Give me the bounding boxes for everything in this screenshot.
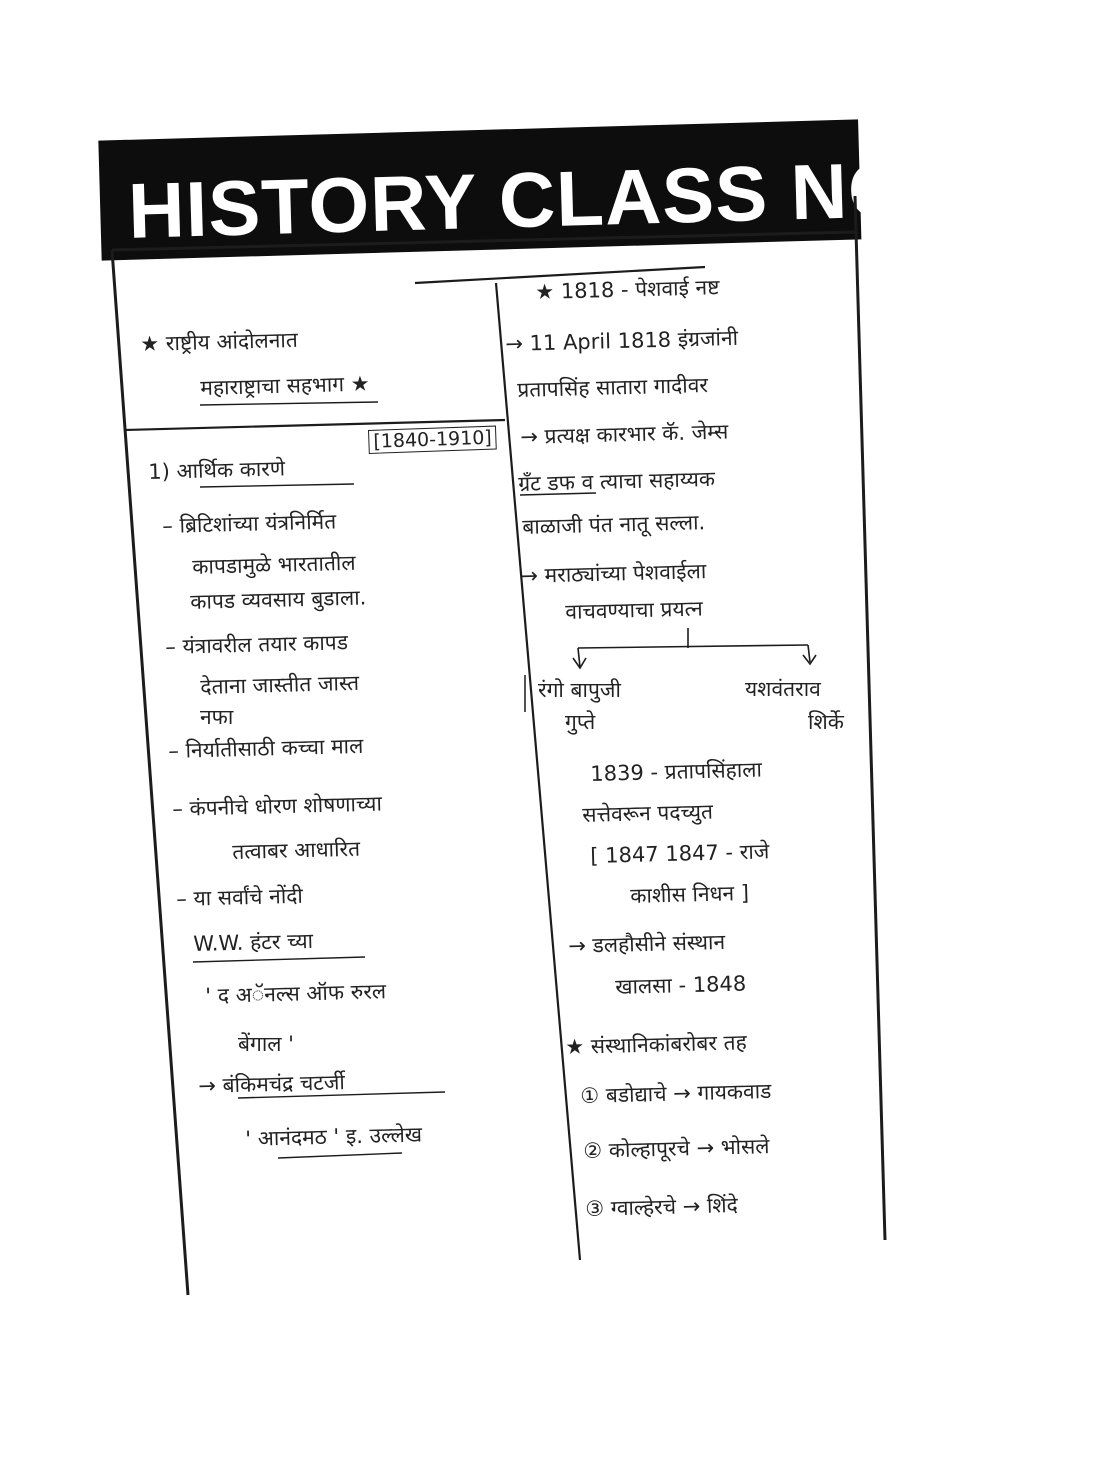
right-line-1: ★ 1818 - पेशवाई नष्ट bbox=[535, 275, 720, 304]
right-line-15: → डलहौसीने संस्थान bbox=[568, 929, 726, 958]
bullet4-line1: – कंपनीचे धोरण शोषणाच्या bbox=[172, 791, 383, 821]
right-name-rango: रंगो बापुजी bbox=[538, 678, 621, 702]
right-line-5: ग्रँट डफ व त्याचा सहाय्यक bbox=[518, 466, 716, 496]
bullet1-line2: कापडामुळे भारतातील bbox=[192, 550, 356, 579]
bullet5-line2: W.W. हंटर च्या bbox=[193, 928, 314, 956]
right-line-8: वाचवण्याचा प्रयत्न bbox=[565, 596, 704, 624]
bullet3-line1: – निर्यातीसाठी कच्चा माल bbox=[168, 733, 364, 763]
right-line-17: ★ संस्थानिकांबरोबर तह bbox=[565, 1030, 747, 1059]
right-line-19: ② कोल्हापूरचे → भोसले bbox=[583, 1134, 770, 1163]
right-line-7: → मराठ्यांच्या पेशवाईला bbox=[520, 559, 707, 588]
right-line-16: खालसा - 1848 bbox=[615, 971, 747, 999]
right-line-18: ① बडोद्याचे → गायकवाड bbox=[580, 1078, 772, 1108]
bullet5-line3: ' द अॅनल्स ऑफ रुरल bbox=[205, 979, 387, 1008]
right-line-6: बाळाजी पंत नातू सल्ला. bbox=[522, 510, 706, 539]
bullet5-line1: – या सर्वांचे नोंदी bbox=[176, 883, 304, 911]
bullet2-line2: देताना जास्तीत जास्त bbox=[200, 670, 360, 699]
bullet2-line3: नफा bbox=[200, 705, 234, 729]
right-line-20: ③ ग्वाल्हेरचे → शिंदे bbox=[585, 1193, 739, 1221]
left-heading-line2: महाराष्ट्राचा सहभाग ★ bbox=[200, 371, 370, 400]
right-line-3: प्रतापसिंह सातारा गादीवर bbox=[517, 373, 709, 402]
bullet2-line1: – यंत्रावरील तयार कापड bbox=[165, 630, 349, 659]
right-line-2: → 11 April 1818 इंग्रजांनी bbox=[505, 325, 739, 356]
section1-title: 1) आर्थिक कारणे bbox=[148, 456, 286, 484]
bullet5-line4: बेंगाल ' bbox=[238, 1032, 294, 1056]
right-line-4: → प्रत्यक्ष कारभार कॅ. जेम्स bbox=[520, 419, 729, 449]
right-line-12: सत्तेवरून पदच्युत bbox=[582, 799, 714, 827]
left-heading-line1: ★ राष्ट्रीय आंदोलनात bbox=[140, 327, 299, 356]
bullet1-line1: – ब्रिटिशांच्या यंत्रनिर्मित bbox=[162, 509, 337, 538]
period-box: [1840-1910] bbox=[368, 426, 497, 454]
right-line-14: काशीस निधन ] bbox=[630, 880, 750, 908]
right-line-13: [ 1847 1847 - राजे bbox=[590, 839, 770, 868]
page-title: HISTORY CLASS NOTES bbox=[127, 140, 1066, 255]
bullet1-line3: कापड व्यवसाय बुडाला. bbox=[190, 585, 367, 614]
bullet6-line2: ' आनंदमठ ' इ. उल्लेख bbox=[245, 1122, 423, 1151]
right-name-shirke: शिर्के bbox=[808, 710, 844, 734]
branch-arrow bbox=[573, 628, 816, 668]
bullet4-line2: तत्वाबर आधारित bbox=[232, 836, 361, 864]
right-name-yashwantrao: यशवंतराव bbox=[745, 677, 821, 701]
bullet6-line1: → बंकिमचंद्र चटर्जी bbox=[198, 1070, 346, 1098]
right-line-11: 1839 - प्रतापसिंहाला bbox=[590, 757, 763, 786]
right-name-gupte: गुप्ते bbox=[565, 710, 596, 734]
